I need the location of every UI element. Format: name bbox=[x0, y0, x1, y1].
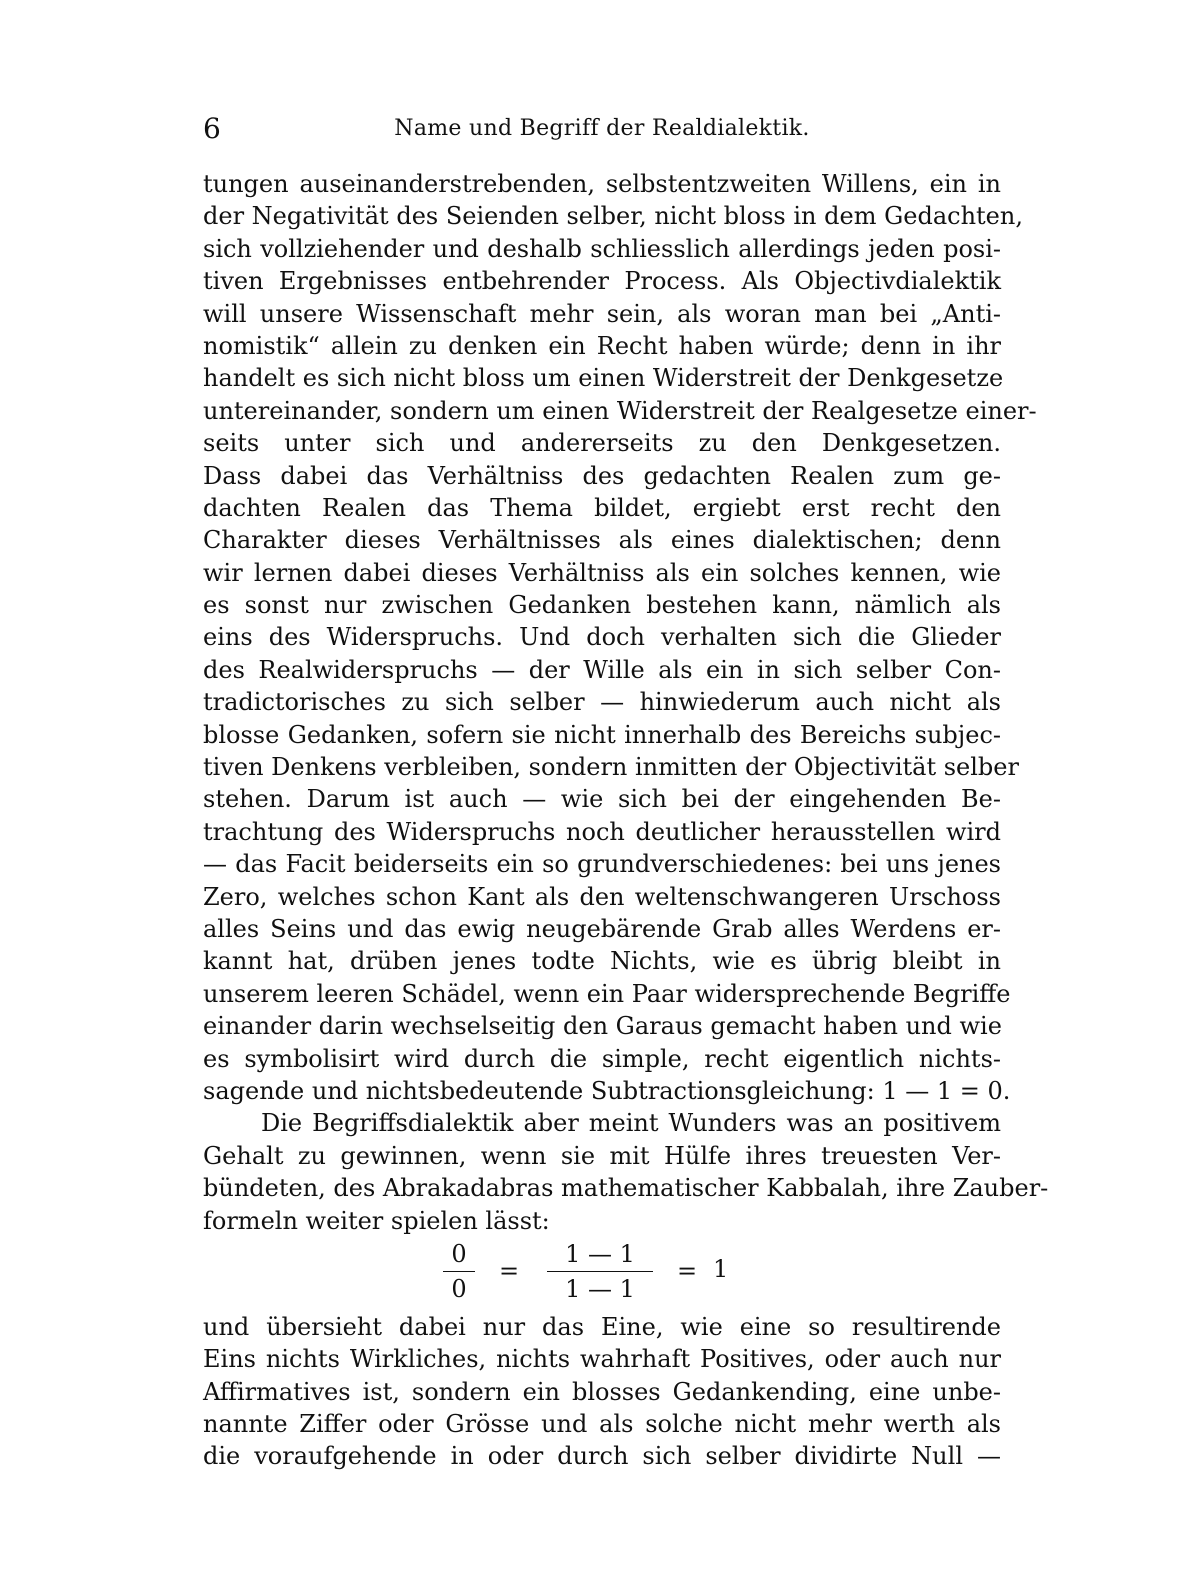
text-line: tungen auseinanderstrebenden, selbstentzweiten Willens, ein in bbox=[203, 170, 1001, 198]
text-line: und übersieht dabei nur das Eine, wie eine so resultirende bbox=[203, 1312, 1001, 1341]
body-text bbox=[203, 168, 1049, 1473]
text-line: tiven Ergebnisses entbehrender Process. Als Objectivdialektik bbox=[203, 267, 1001, 296]
text-line: des Realwiderspruchs — der Wille als ein in sich selber Con- bbox=[203, 655, 1001, 684]
text-line: dachten Realen das Thema bildet, ergiebt erst recht den bbox=[203, 493, 1001, 522]
fraction-zero-over-zero bbox=[443, 1239, 475, 1304]
text-line: nannte Ziffer oder Grösse und als solche nicht mehr werth als bbox=[203, 1410, 1001, 1439]
page-header bbox=[203, 112, 1001, 152]
text-line: Gehalt zu gewinnen, wenn sie mit Hülfe ihres treuesten Ver- bbox=[203, 1141, 1001, 1170]
text-line: der Negativität des Seienden selber, nicht bloss in dem Gedachten, bbox=[203, 202, 1023, 231]
equals-sign: = bbox=[677, 1256, 698, 1285]
text-line: Die Begriffsdialektik aber meint Wunders was an positivem bbox=[261, 1109, 1001, 1138]
formula-result: 1 bbox=[713, 1254, 729, 1283]
text-line: die voraufgehende in oder durch sich selber dividirte Null — bbox=[203, 1442, 1001, 1471]
text-line: es sonst nur zwischen Gedanken bestehen kann, nämlich als bbox=[203, 591, 1001, 620]
text-line: unserem leeren Schädel, wenn ein Paar widersprechende Begriffe bbox=[203, 979, 1011, 1008]
fraction-denominator: 0 bbox=[451, 1274, 467, 1303]
page-number: 6 bbox=[203, 112, 221, 145]
text-line: Charakter dieses Verhältnisses als eines dialektischen; denn bbox=[203, 526, 1001, 555]
text-line: tiven Denkens verbleiben, sondern inmitten der Objectivität selber bbox=[203, 753, 1019, 782]
text-line: Dass dabei das Verhältniss des gedachten Realen zum ge- bbox=[203, 461, 1001, 490]
formula bbox=[203, 1237, 1001, 1311]
text-line: nomistik“ allein zu denken ein Recht haben würde; denn in ihr bbox=[203, 331, 1001, 360]
text-line: wir lernen dabei dieses Verhältniss als ein solches kennen, wie bbox=[203, 558, 1001, 587]
text-line: — das Facit beiderseits ein so grundverschiedenes: bei uns jenes bbox=[203, 850, 1001, 879]
text-line: kannt hat, drüben jenes todte Nichts, wie es übrig bleibt in bbox=[203, 947, 1001, 976]
text-line: einander darin wechselseitig den Garaus gemacht haben und wie bbox=[203, 1012, 1002, 1041]
text-line: Eins nichts Wirkliches, nichts wahrhaft Positives, oder auch nur bbox=[203, 1345, 1001, 1374]
fraction-denominator: 1 — 1 bbox=[565, 1274, 635, 1303]
text-line: es symbolisirt wird durch die simple, recht eigentlich nichts- bbox=[203, 1044, 1001, 1073]
text-line: formeln weiter spielen lässt: bbox=[203, 1206, 550, 1235]
text-line: sich vollziehender und deshalb schliesslich allerdings jeden posi- bbox=[203, 234, 1001, 263]
text-line: tradictorisches zu sich selber — hinwiederum auch nicht als bbox=[203, 688, 1001, 717]
fraction-bar bbox=[443, 1271, 475, 1272]
fraction-numerator: 0 bbox=[451, 1239, 467, 1268]
fraction-one-minus-one bbox=[547, 1239, 653, 1304]
text-line: seits unter sich und andererseits zu den Denkgesetzen. bbox=[203, 429, 1001, 458]
text-line: alles Seins und das ewig neugebärende Grab alles Werdens er- bbox=[203, 914, 1001, 943]
text-line: bündeten, des Abrakadabras mathematischer Kabbalah, ihre Zauber- bbox=[203, 1174, 1049, 1203]
text-line: sagende und nichtsbedeutende Subtractionsgleichung: 1 — 1 = 0. bbox=[203, 1076, 1011, 1105]
text-line: trachtung des Widerspruchs noch deutlicher herausstellen wird bbox=[203, 817, 1001, 846]
text-line: Affirmatives ist, sondern ein blosses Gedankending, eine unbe- bbox=[203, 1377, 1001, 1406]
text-line: eins des Widerspruchs. Und doch verhalten sich die Glieder bbox=[203, 623, 1001, 652]
fraction-numerator: 1 — 1 bbox=[565, 1239, 635, 1268]
text-line: handelt es sich nicht bloss um einen Widerstreit der Denkgesetze bbox=[203, 364, 1004, 393]
equals-sign: = bbox=[499, 1256, 520, 1285]
text-line: blosse Gedanken, sofern sie nicht innerhalb des Bereichs subjec- bbox=[203, 720, 1001, 749]
text-line: Zero, welches schon Kant als den weltenschwangeren Urschoss bbox=[203, 882, 1001, 911]
text-line: untereinander, sondern um einen Widerstreit der Realgesetze einer- bbox=[203, 396, 1037, 425]
text-line: will unsere Wissenschaft mehr sein, als woran man bei „Anti- bbox=[203, 299, 1001, 328]
text-line: stehen. Darum ist auch — wie sich bei der eingehenden Be- bbox=[203, 785, 1001, 814]
running-title: Name und Begriff der Realdialektik. bbox=[394, 116, 810, 141]
fraction-bar bbox=[547, 1271, 653, 1272]
